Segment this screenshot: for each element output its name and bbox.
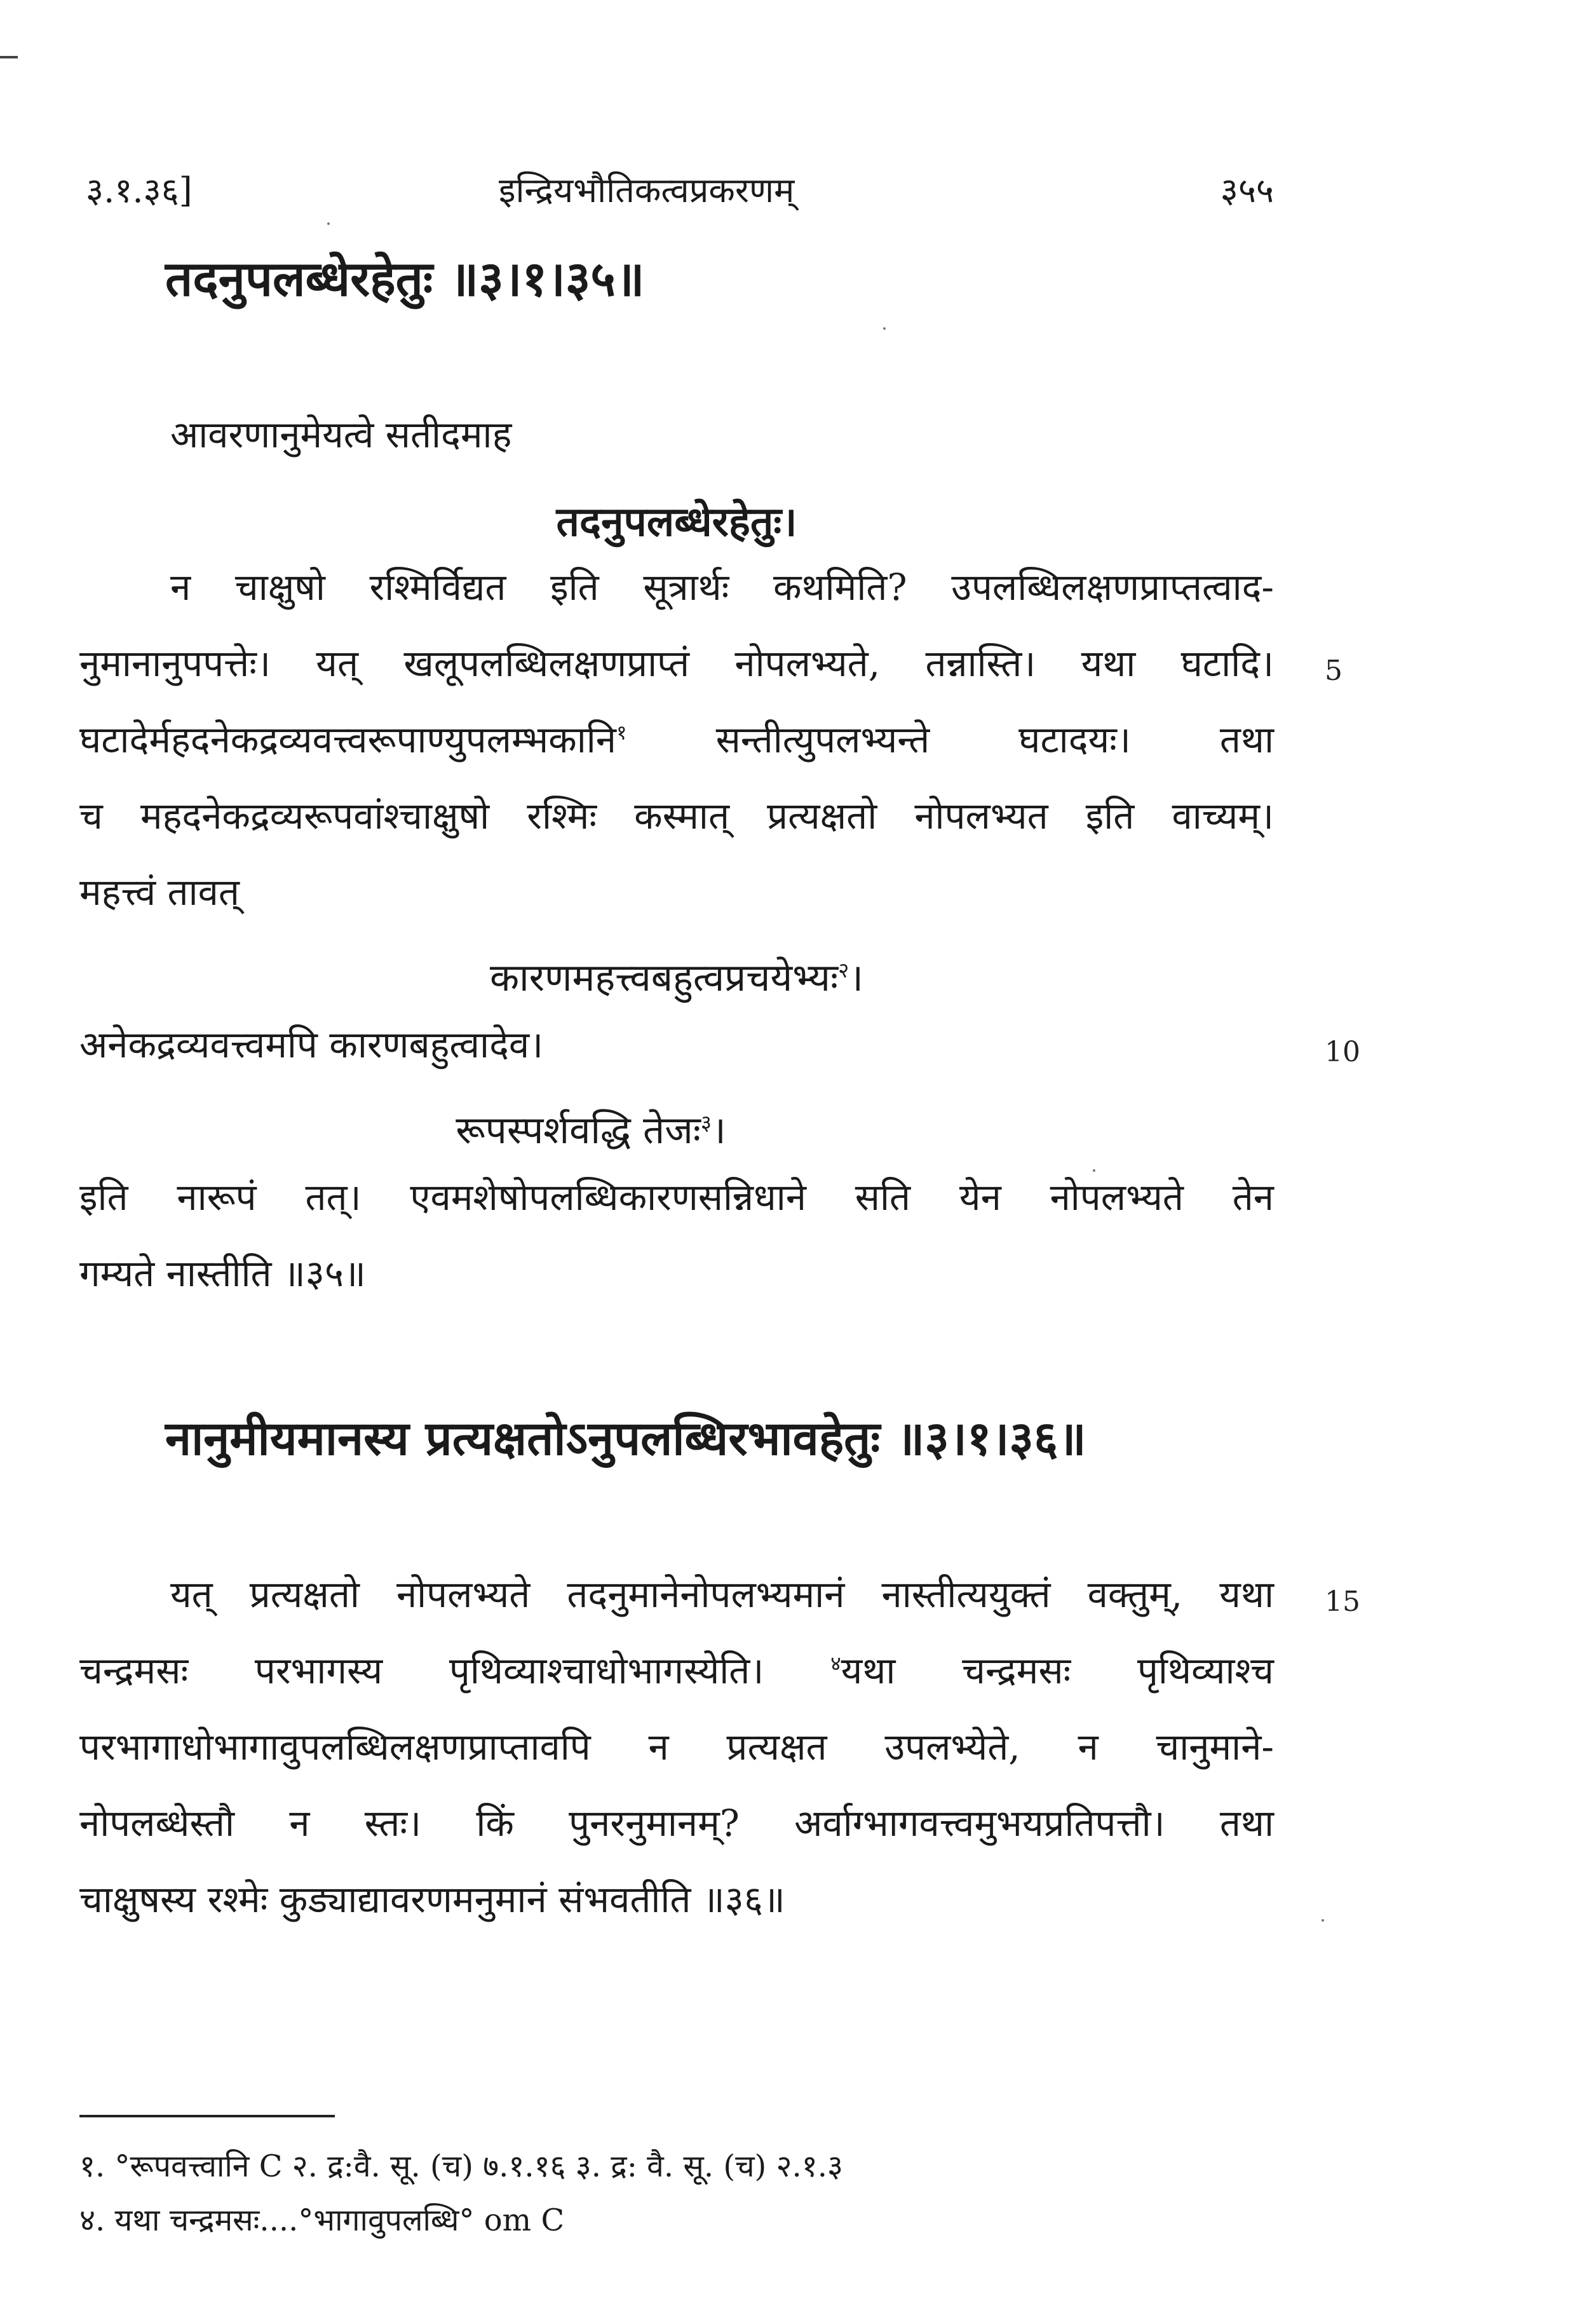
footnote-ref-2: २: [838, 958, 849, 982]
footnote-rule: [79, 2115, 335, 2117]
para1-line3-rest: सन्तीत्युपलभ्यन्ते घटादयः। तथा: [715, 718, 1275, 761]
para1-line5: महत्त्वं तावत्: [79, 871, 240, 914]
para3-line3: परभागाधोभागावुपलब्धिलक्षणप्राप्तावपि न प्रत्यक्षत उपलभ्येते, न चानुमाने-: [79, 1725, 1274, 1769]
quote3-text: रूपस्पर्शवद्धि तेजः: [456, 1108, 701, 1153]
para1-line1: न चाक्षुषो रश्मिर्विद्यत इति सूत्रार्थः कथमिति? उपलब्धिलक्षणप्राप्तत्वाद-: [170, 566, 1274, 609]
para3-line4: नोपलब्धेस्तौ न स्तः। किं पुनरनुमानम्? अर्वाग्भागवत्त्वमुभयप्रतिपत्तौ। तथा: [79, 1802, 1274, 1845]
para1-line4: च महदनेकद्रव्यरूपवांश्चाक्षुषो रश्मिः कस्मात् प्रत्यक्षतो नोपलभ्यत इति वाच्यम्।: [79, 794, 1274, 838]
line-anekadravya: अनेकद्रव्यवत्त्वमपि कारणबहुत्वादेव।: [79, 1023, 544, 1066]
para1-line2: नुमानानुपपत्तेः। यत् खलूपलब्धिलक्षणप्राप्तं नोपलभ्यते, तन्नास्ति। यथा घटादि।: [79, 642, 1274, 685]
line-number-5: 5: [1325, 655, 1342, 687]
footnote-ref-1: १: [616, 720, 627, 745]
para1-line3-text: घटादेर्महदनेकद्रव्यवत्त्वरूपाण्युपलम्भकानि: [79, 718, 616, 761]
quote2-text: कारणमहत्त्वबहुत्वप्रचयेभ्यः: [489, 956, 839, 1000]
scan-speck: [327, 222, 330, 225]
footnote-line-2: ४. यथा चन्द्रमसः....°भागावुपलब्धि° om C: [79, 2203, 565, 2238]
para3-line2-rest: यथा चन्द्रमसः पृथिव्याश्च: [841, 1649, 1274, 1692]
quote-rupasparsha: [241, 1103, 940, 1155]
para2-line1: इति नारूपं तत्। एवमशेषोपलब्धिकारणसन्निधाने सति येन नोपलभ्यते तेन: [79, 1176, 1274, 1219]
scan-speck: [1322, 1919, 1324, 1922]
para3-line2-text: चन्द्रमसः परभागस्य पृथिव्याश्चाधोभागस्येति।: [79, 1649, 764, 1692]
line-number-15: 15: [1325, 1585, 1360, 1618]
sutra-quote-35: तदनुपलब्धेरहेतुः।: [556, 498, 797, 546]
quote2-end: ।: [849, 956, 864, 1000]
para1-line3: [79, 718, 1275, 761]
para3-line1: यत् प्रत्यक्षतो नोपलभ्यते तदनुमानेनोपलभ्यमानं नास्तीत्ययुक्तं वक्तुम्, यथा: [170, 1573, 1274, 1616]
scan-edge-mark: [0, 56, 18, 58]
page-number: ३५५: [1220, 170, 1274, 210]
header-section-ref: ३.१.३६]: [86, 170, 193, 210]
quote-karana-mahattva: [79, 950, 1274, 1002]
footnote-ref-4: ४: [830, 1651, 841, 1676]
quote3-end: ।: [712, 1108, 726, 1153]
scan-speck: [883, 327, 886, 330]
line-number-10: 10: [1325, 1036, 1360, 1068]
para3-line5: चाक्षुषस्य रश्मेः कुड्याद्यावरणमनुमानं संभवतीति ॥३६॥: [79, 1878, 785, 1921]
footnote-line-1: १. °रूपवत्त्वानि C २. द्र:वै. सू. (च) ७.१.१६ ३. द्र: वै. सू. (च) २.१.३: [79, 2149, 843, 2184]
scan-speck: [1093, 1169, 1095, 1172]
header-chapter-title: इन्द्रियभौतिकत्वप्रकरणम्: [499, 170, 795, 210]
sutra-heading-35: तदनुपलब्धेरहेतुः ॥३।१।३५॥: [165, 250, 645, 307]
para2-line2: गम्यते नास्तीति ॥३५॥: [79, 1252, 366, 1295]
intro-line: आवरणानुमेयत्वे सतीदमाह: [170, 413, 512, 456]
sutra-heading-36: नानुमीयमानस्य प्रत्यक्षतोऽनुपलब्धिरभावहेतुः ॥३।१।३६॥: [165, 1411, 1086, 1466]
running-header: [79, 159, 1274, 216]
footnote-ref-3: ३: [700, 1110, 712, 1135]
para3-line2: [79, 1649, 1274, 1692]
